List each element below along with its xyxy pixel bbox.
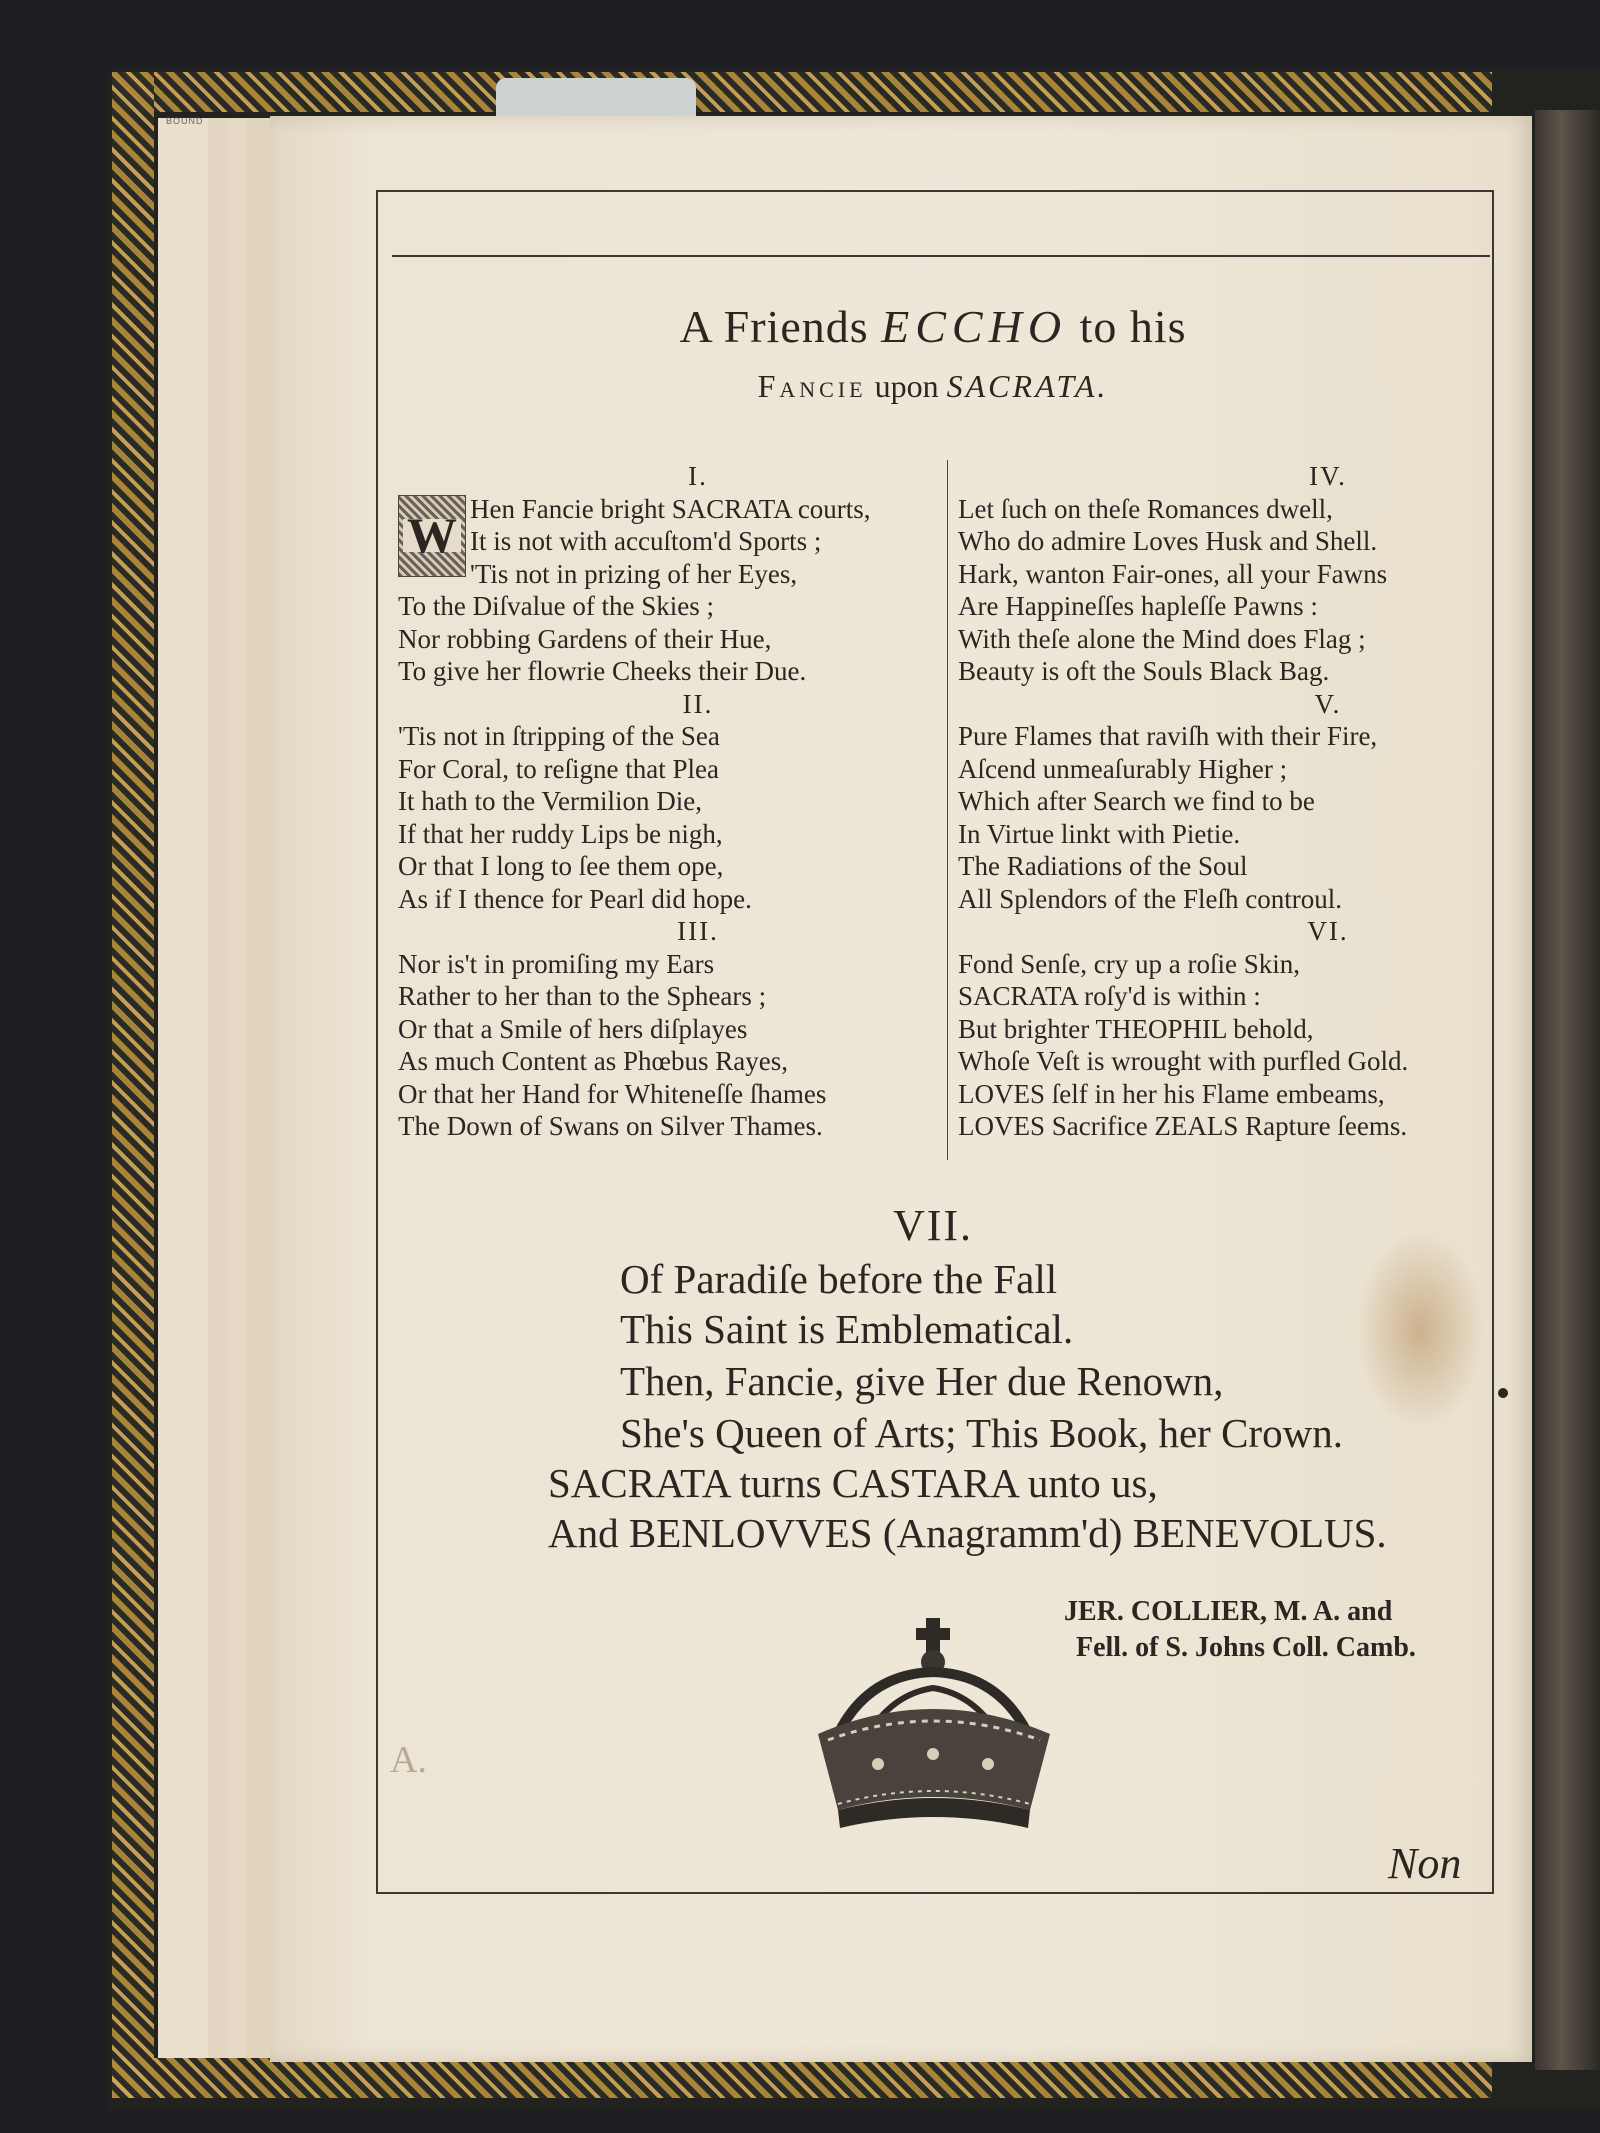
verse-line: 'Tis not in ſtripping of the Sea [398, 721, 720, 751]
drop-cap [398, 495, 466, 577]
gilt-border-bottom [112, 2058, 1492, 2098]
verse-line: LOVES Sacrifice ZEALS Rapture ſeems. [958, 1111, 1408, 1141]
verse-line: Aſcend unmeaſurably Higher ; [958, 753, 1288, 784]
subtitle-part: upon [874, 368, 939, 404]
stanza-numeral: V. [1314, 688, 1342, 719]
gilt-border-top [112, 72, 1492, 112]
verse-line: Nor is't in promiſing my Ears [398, 948, 715, 979]
closing-line: Of Paradiſe before the Fall [620, 1256, 1058, 1302]
verse-line: Or that I long to ſee them ope, [398, 851, 724, 881]
subtitle-sacrata: SACRATA. [946, 368, 1109, 404]
catchword: Non [1388, 1839, 1462, 1888]
stanza-numeral: I. [688, 461, 708, 491]
verse-line: If that her ruddy Lips be nigh, [398, 818, 723, 849]
verse-line: Fond Senſe, cry up a roſie Skin, [958, 948, 1300, 979]
crown-icon [798, 1614, 1070, 1836]
stanza-numeral: III. [677, 916, 719, 946]
signature-line: Fell. of S. Johns Coll. Camb. [1076, 1632, 1416, 1663]
stanza-numeral: II. [682, 688, 714, 719]
verse-line: Nor robbing Gardens of their Hue, [398, 623, 772, 654]
verse-line: Who do admire Loves Husk and Shell. [958, 526, 1378, 556]
verse-line: As if I thence for Pearl did hope. [398, 883, 752, 914]
verse-line: For Coral, to reſigne that Plea [398, 753, 719, 784]
closing-line: And BENLOVVES (Anagramm'd) BENEVOLUS. [548, 1510, 1387, 1556]
left-column [398, 460, 938, 1143]
verse-line: Hark, wanton Fair-ones, all your Fawns [958, 558, 1388, 589]
closing-line: She's Queen of Arts; This Book, her Crown. [620, 1410, 1343, 1456]
verse-line: It hath to the Vermilion Die, [398, 786, 702, 816]
verse-line: All Splendors of the Fleſh controul. [958, 883, 1342, 914]
title-echo: ECCHO [881, 301, 1068, 352]
verse-line: To give her flowrie Cheeks their Due. [398, 656, 807, 686]
verse-line: Or that a Smile of hers diſplayes [398, 1013, 748, 1044]
verse-line: Are Happineſſes hapleſſe Pawns : [958, 591, 1318, 621]
header-rule [392, 255, 1490, 257]
verse-line: The Radiations of the Soul [958, 851, 1248, 881]
verse-line: Let ſuch on theſe Romances dwell, [958, 493, 1333, 524]
title-part: A Friends [679, 301, 869, 352]
drop-cap-letter: W [403, 519, 461, 552]
verse-line: But brighter THEOPHIL behold, [958, 1013, 1314, 1044]
verse-line: Hen Fancie bright SACRATA courts, [470, 493, 871, 524]
right-column [958, 460, 1498, 1143]
poem-subtitle [376, 368, 1490, 405]
verse-line: LOVES ſelf in her his Flame embeams, [958, 1078, 1385, 1109]
verse-line: SACRATA roſy'd is within : [958, 981, 1261, 1011]
stanza-numeral: VII. [892, 1201, 974, 1250]
verse-line: It is not with accuſtom'd Sports ; [470, 526, 822, 556]
verse-line: In Virtue linkt with Pietie. [958, 818, 1241, 849]
verse-line: Or that her Hand for Whiteneſſe ſhames [398, 1078, 827, 1109]
closing-line: SACRATA turns CASTARA unto us, [548, 1460, 1158, 1506]
closing-line: Then, Fancie, give Her due Renown, [620, 1358, 1224, 1404]
verse-line: Whoſe Veſt is wrought with purfled Gold. [958, 1046, 1409, 1076]
book-gutter [1535, 110, 1600, 2070]
verse-line: Rather to her than to the Sphears ; [398, 981, 767, 1011]
verse-line: As much Content as Phœbus Rayes, [398, 1046, 788, 1076]
closing-line: This Saint is Emblematical. [620, 1306, 1074, 1352]
signature-line: JER. COLLIER, M. A. and [1064, 1596, 1393, 1627]
binding-label: BOUND [166, 116, 204, 126]
verse-line: Pure Flames that raviſh with their Fire, [958, 721, 1378, 751]
stanza-numeral: VI. [1307, 916, 1349, 946]
gilt-border-left [112, 72, 154, 2098]
verse-line: To the Diſvalue of the Skies ; [398, 591, 715, 621]
verse-line: 'Tis not in prizing of her Eyes, [470, 558, 798, 589]
verse-line: The Down of Swans on Silver Thames. [398, 1111, 823, 1141]
title-part: to his [1079, 301, 1187, 352]
stanza-numeral: IV. [1309, 461, 1347, 491]
column-divider [947, 460, 948, 1160]
signature-mark: A. [390, 1739, 427, 1781]
verse-line: Beauty is oft the Souls Black Bag. [958, 656, 1330, 686]
margin-dot [1498, 1388, 1508, 1398]
verse-line: Which after Search we find to be [958, 786, 1315, 816]
subtitle-fancie: Fancie [757, 368, 867, 404]
verse-line: With theſe alone the Mind does Flag ; [958, 623, 1366, 654]
poem-title [376, 300, 1490, 353]
